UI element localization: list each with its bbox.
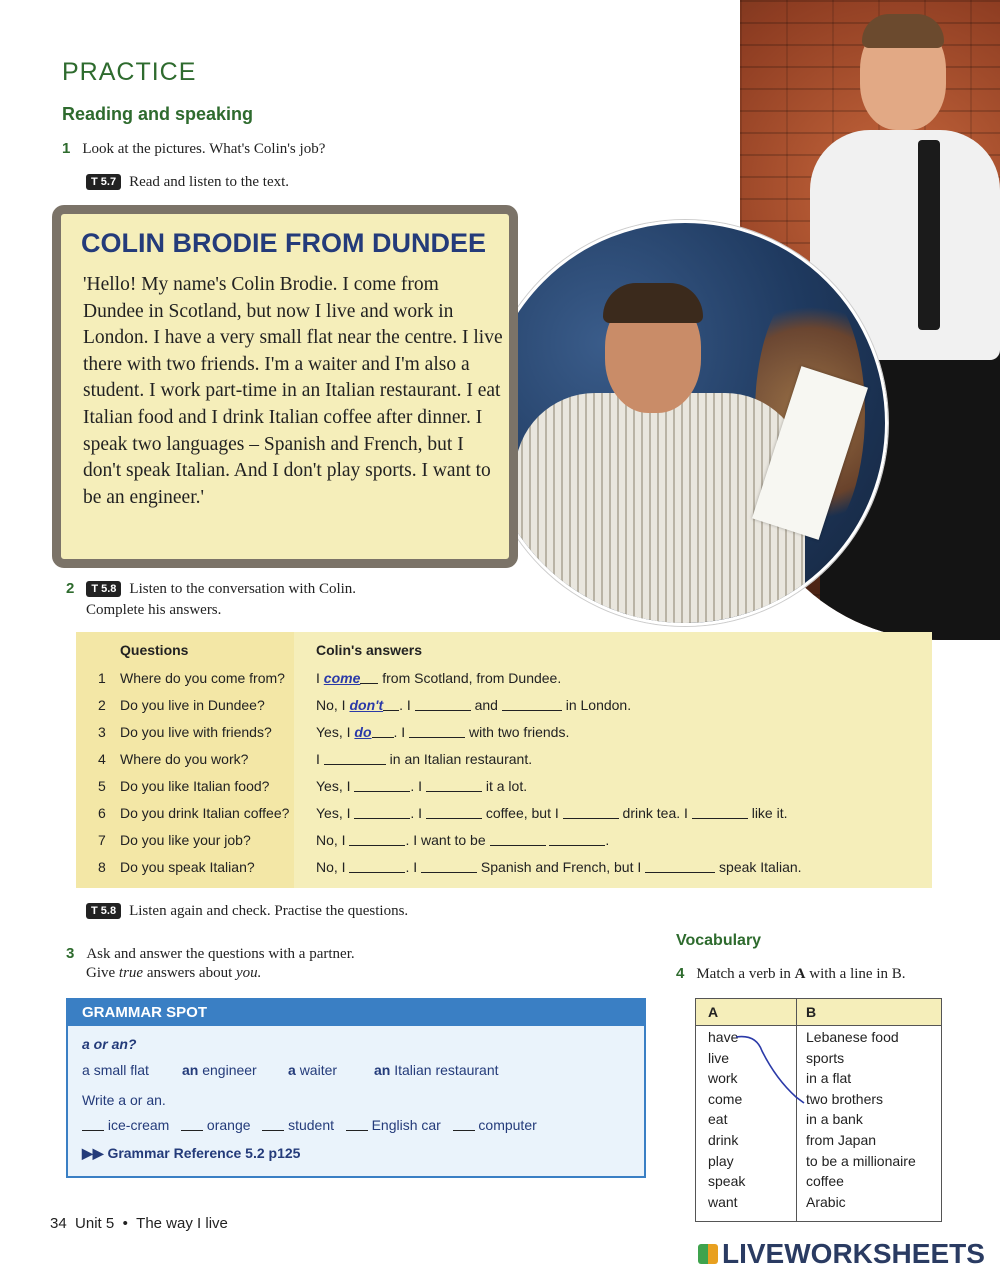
grammar-exercise-line: ice-cream orange student English car computer xyxy=(82,1117,537,1133)
column-a-header: A xyxy=(708,1004,719,1020)
answer-row: No, I . I want to be . xyxy=(316,832,610,848)
verb-item[interactable]: come xyxy=(708,1090,743,1107)
exercise-number: 4 xyxy=(676,965,685,982)
verb-item[interactable]: play xyxy=(708,1152,734,1169)
exercise-number: 3 xyxy=(66,945,75,962)
grammar-reference-link[interactable]: ▶▶ Grammar Reference 5.2 p125 xyxy=(82,1145,301,1161)
instruction-text: Read and listen to the text. xyxy=(129,174,290,190)
question-row: 8 Do you speak Italian? xyxy=(98,859,255,875)
example-match-line xyxy=(696,999,941,1221)
question-row: 6 Do you drink Italian coffee? xyxy=(98,805,290,821)
vocabulary-match-table xyxy=(695,998,942,1222)
answer-blank[interactable]: don't xyxy=(349,697,384,713)
answer-blank[interactable] xyxy=(502,698,562,711)
article-blank[interactable] xyxy=(346,1118,368,1131)
questions-table xyxy=(76,632,932,888)
verb-item[interactable]: drink xyxy=(708,1131,739,1148)
answer-blank[interactable] xyxy=(324,752,386,765)
answers-header: Colin's answers xyxy=(316,642,423,658)
liveworksheets-logo: LIVEWORKSHEETS xyxy=(698,1238,985,1270)
vocabulary-heading: Vocabulary xyxy=(676,932,762,949)
audio-track-badge[interactable]: T 5.8 xyxy=(86,581,121,597)
answer-blank[interactable] xyxy=(692,806,748,819)
exercise-4-prompt: 4 Match a verb in A with a line in B. xyxy=(676,965,906,982)
answer-row: I in an Italian restaurant. xyxy=(316,751,533,767)
exercise-3-line1: Ask and answer the questions with a partner. xyxy=(86,946,355,962)
double-arrow-icon: ▶▶ xyxy=(82,1145,104,1161)
exercise-3-line2: Give true answers about you. xyxy=(86,965,262,981)
verb-item[interactable]: have xyxy=(708,1029,739,1045)
exercise-2-prompt xyxy=(66,580,356,598)
answer-blank[interactable] xyxy=(645,860,715,873)
exercise-2-line2: Complete his answers. xyxy=(86,602,222,618)
section-subtitle: Reading and speaking xyxy=(62,104,254,124)
phrase-item[interactable]: to be a millionaire xyxy=(806,1152,916,1169)
reading-text-box xyxy=(52,205,518,568)
answer-blank[interactable] xyxy=(563,806,619,819)
exercise-1-prompt xyxy=(62,140,325,158)
phrase-item[interactable]: from Japan xyxy=(806,1131,877,1148)
answer-blank[interactable] xyxy=(383,698,399,711)
answer-blank[interactable]: do xyxy=(354,724,372,740)
phrase-item[interactable]: in a bank xyxy=(806,1111,863,1128)
phrase-item[interactable]: coffee xyxy=(806,1173,844,1190)
section-title: PRACTICE xyxy=(62,58,197,86)
reading-title: COLIN BRODIE FROM DUNDEE xyxy=(81,228,487,258)
verb-item[interactable]: want xyxy=(708,1193,738,1210)
answer-blank[interactable] xyxy=(354,806,410,819)
answer-row: Yes, I . I it a lot. xyxy=(316,778,528,794)
answer-row: I come from Scotland, from Dundee. xyxy=(316,670,562,686)
student-hair xyxy=(603,283,703,323)
grammar-example: a waiter xyxy=(288,1062,338,1078)
answer-blank[interactable] xyxy=(349,833,405,846)
question-row: 7 Do you like your job? xyxy=(98,832,251,848)
audio-track-badge[interactable]: T 5.8 xyxy=(86,903,121,919)
verb-item[interactable]: eat xyxy=(708,1111,728,1128)
answer-row: No, I . I Spanish and French, but I speak Italian. xyxy=(316,859,802,875)
reading-body: 'Hello! My name's Colin Brodie. I come from Dundee in Scotland, but now I live and work in London. I have a very small flat near the centre. I live there with two friends. I'm a waiter and I'm also a student. I work part-time in an Italian restaurant. I eat Italian food and I drink Italian coffee after dinner. I speak two languages – Spanish and French, but I don't speak Italian. And I don't play sports. I want to be an engineer.' xyxy=(83,274,503,508)
listen-check-line xyxy=(86,903,408,920)
answer-row: Yes, I do . I with two friends. xyxy=(316,724,570,740)
exercise-1-instruction xyxy=(86,174,289,191)
grammar-subtitle: a or an? xyxy=(82,1036,137,1052)
article-blank[interactable] xyxy=(262,1118,284,1131)
phrase-item[interactable]: sports xyxy=(806,1049,845,1066)
grammar-example: an Italian restaurant xyxy=(374,1062,499,1078)
questions-header: Questions xyxy=(120,642,189,658)
verb-item[interactable]: speak xyxy=(708,1173,746,1190)
verb-item[interactable]: live xyxy=(708,1049,730,1066)
logo-mark-icon xyxy=(698,1244,718,1264)
exercise-2-line1: Listen to the conversation with Colin. xyxy=(129,581,357,597)
column-b-header: B xyxy=(806,1004,817,1020)
answer-blank[interactable] xyxy=(426,779,482,792)
exercise-3-prompt xyxy=(66,945,355,963)
phrase-item[interactable]: in a flat xyxy=(806,1070,852,1087)
audio-track-badge[interactable]: T 5.7 xyxy=(86,174,121,190)
answer-blank[interactable] xyxy=(360,671,378,684)
article-blank[interactable] xyxy=(82,1118,104,1131)
grammar-spot-title: GRAMMAR SPOT xyxy=(68,1000,644,1026)
question-row: 3 Do you live with friends? xyxy=(98,724,272,740)
question-row: 2 Do you live in Dundee? xyxy=(98,697,265,713)
waiter-hair xyxy=(862,14,944,48)
answer-row: No, I don't . I and in London. xyxy=(316,697,632,713)
waiter-tie xyxy=(918,140,940,330)
phrase-item[interactable]: two brothers xyxy=(806,1090,884,1107)
verb-item[interactable]: work xyxy=(708,1070,738,1087)
answer-blank[interactable] xyxy=(354,779,410,792)
grammar-spot-box xyxy=(66,998,646,1178)
question-row: 5 Do you like Italian food? xyxy=(98,778,270,794)
grammar-write-instruction: Write a or an. xyxy=(82,1092,166,1108)
grammar-example: an engineer xyxy=(182,1062,257,1078)
answer-blank[interactable] xyxy=(421,860,477,873)
answer-blank[interactable] xyxy=(415,698,471,711)
exercise-1-text: Look at the pictures. What's Colin's job? xyxy=(82,141,326,157)
answer-blank[interactable] xyxy=(490,833,546,846)
answer-blank[interactable] xyxy=(372,725,394,738)
answer-blank[interactable] xyxy=(426,806,482,819)
answer-row: Yes, I . I coffee, but I drink tea. I like it. xyxy=(316,805,788,821)
article-blank[interactable] xyxy=(453,1118,475,1131)
student-photo xyxy=(482,220,888,626)
question-row: 1 Where do you come from? xyxy=(98,670,285,686)
page-number: 34 xyxy=(50,1215,67,1232)
page-footer: 34 Unit 5 • The way I live xyxy=(50,1215,228,1232)
question-row: 4 Where do you work? xyxy=(98,751,249,767)
listen-check-text: Listen again and check. Practise the questions. xyxy=(129,903,409,919)
answer-blank[interactable]: come xyxy=(323,670,361,686)
grammar-example: a small flat xyxy=(82,1062,149,1078)
answer-blank[interactable] xyxy=(549,833,605,846)
article-blank[interactable] xyxy=(181,1118,203,1131)
phrase-item[interactable]: Lebanese food xyxy=(806,1029,899,1045)
exercise-number: 1 xyxy=(62,140,71,157)
answer-blank[interactable] xyxy=(409,725,465,738)
answer-blank[interactable] xyxy=(349,860,405,873)
phrase-item[interactable]: Arabic xyxy=(806,1193,846,1210)
exercise-number: 2 xyxy=(66,580,75,597)
